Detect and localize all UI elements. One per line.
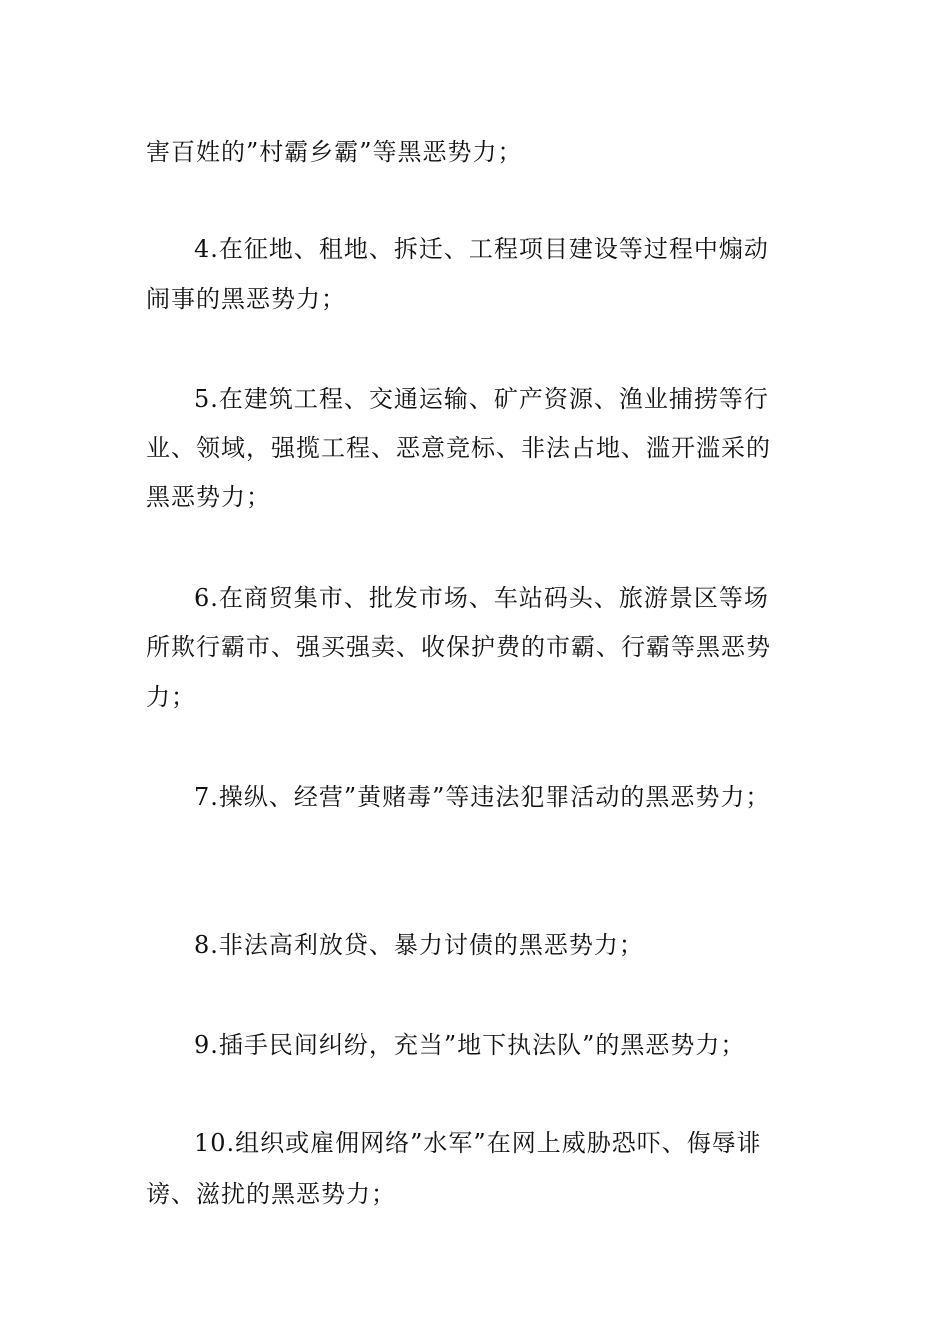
paragraph-6-line-1: 6.在商贸集市、批发市场、车站码头、旅游景区等场 (194, 584, 769, 612)
paragraph-7-line-1: 7.操纵、经营”黄赌毒”等违法犯罪活动的黑恶势力； (194, 783, 771, 811)
paragraph-6-line-3: 力； (146, 683, 196, 711)
paragraph-10-line-1: 10.组织或雇佣网络”水军”在网上威胁恐吓、侮辱诽 (194, 1129, 762, 1157)
paragraph-3-line-2: 害百姓的”村霸乡霸”等黑恶势力； (146, 138, 523, 166)
paragraph-5-line-3: 黑恶势力； (146, 483, 271, 511)
paragraph-10-line-2: 谤、滋扰的黑恶势力； (146, 1180, 396, 1208)
paragraph-5-line-2: 业、领域，强揽工程、恶意竞标、非法占地、滥开滥采的 (146, 434, 771, 462)
paragraph-6-line-2: 所欺行霸市、强买强卖、收保护费的市霸、行霸等黑恶势 (146, 633, 771, 661)
paragraph-9-line-1: 9.插手民间纠纷，充当”地下执法队”的黑恶势力； (194, 1031, 746, 1059)
paragraph-5-line-1: 5.在建筑工程、交通运输、矿产资源、渔业捕捞等行 (194, 385, 769, 413)
paragraph-8-line-1: 8.非法高利放贷、暴力讨债的黑恶势力； (194, 931, 644, 959)
paragraph-4-line-1: 4.在征地、租地、拆迁、工程项目建设等过程中煽动 (194, 235, 769, 263)
paragraph-4-line-2: 闹事的黑恶势力； (146, 285, 346, 313)
